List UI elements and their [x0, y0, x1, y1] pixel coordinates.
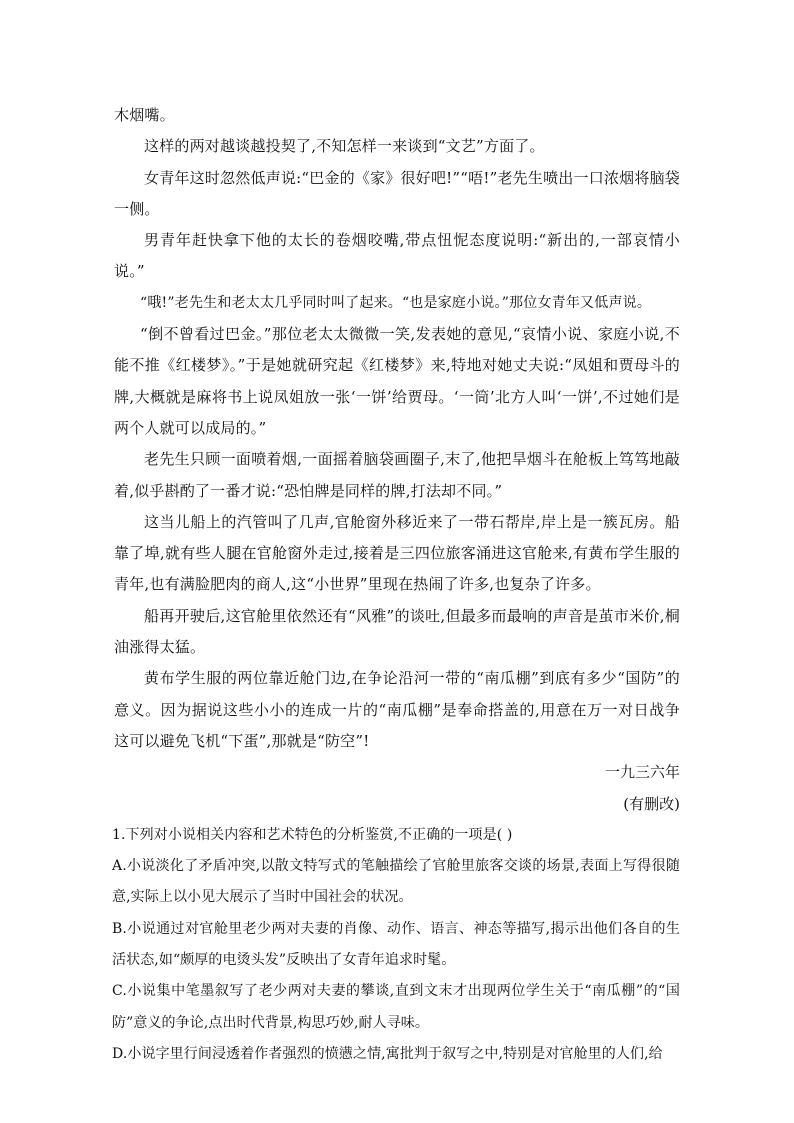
document-page [114, 100, 680, 1070]
option-d: D.小说字里行间浸透着作者强烈的愤懑之情,寓批判于叙写之中,特别是对官舱里的人们,给 [112, 1045, 663, 1062]
paragraph: 这样的两对越谈越投契了,不知怎样一来谈到“文艺”方面了。 [144, 137, 545, 156]
paragraph: 女青年这时忽然低声说:“巴金的《家》很好吧!”“唔!”老先生喷出一口浓烟将脑袋一侧。 [114, 168, 680, 218]
paragraph: 黄布学生服的两位靠近舱门边,在争论沿河一带的“南瓜棚”到底有多少“国防”的意义。因为据说这些小小的连成一片的“南瓜棚”是奉命搭盖的,用意在万一对日战争这可以避免飞机“下蛋”,那就是“防空”! [114, 669, 680, 750]
option-b: B.小说通过对官舱里老少两对夫妻的肖像、动作、语言、神态等描写,揭示出他们各自的生活状态,如“颇厚的电烫头发”反映出了女青年追求时髦。 [112, 920, 680, 969]
paragraph: 老先生只顾一面喷着烟,一面摇着脑袋画圈子,末了,他把旱烟斗在舱板上笃笃地敲着,似乎斟酌了一番才说:“恐怕牌是同样的牌,打法却不同。” [114, 450, 680, 500]
question-stem: 1.下列对小说相关内容和艺术特色的分析鉴赏,不正确的一项是( ) [112, 826, 513, 843]
paragraph: 船再开驶后,这官舱里依然还有“风雅”的谈吐,但最多而最响的声音是茧市米价,桐油涨得太猛。 [114, 606, 680, 657]
date-line: 一九三六年 [604, 763, 680, 782]
option-c: C.小说集中笔墨叙写了老少两对夫妻的攀谈,直到文末才出现两位学生关于“南瓜棚”的“国防”意义的争论,点出时代背景,构思巧妙,耐人寻味。 [112, 983, 680, 1031]
paragraph: “倒不曾看过巴金。”那位老太太微微一笑,发表她的意见,“哀情小说、家庭小说,不能不推《红楼梦》。”于是她就研究起《红楼梦》来,特地对她丈夫说:“凤姐和贾母斗的牌,大概就是麻将书上说凤姐放一张‘一饼’给贾母。‘一筒’北方人叫‘一饼’,不过她们是两个人就可以成局的。” [114, 325, 680, 437]
paragraph: 男青年赶快拿下他的太长的卷烟咬嘴,带点忸怩态度说明:“新出的,一部哀情小说。” [114, 231, 680, 281]
source-note: (有删改) [623, 794, 680, 813]
paragraph: 这当儿船上的汽管叫了几声,官舱窗外移近来了一带石帮岸,岸上是一簇瓦房。船靠了埠,就有些人腿在官舱窗外走过,接着是三四位旅客涌进这官舱来,有黄布学生服的青年,也有满脸肥肉的商人,这“小世界”里现在热闹了许多,也复杂了许多。 [114, 512, 680, 594]
paragraph: “哦!”老先生和老太太几乎同时叫了起来。“也是家庭小说。”那位女青年又低声说。 [140, 294, 652, 311]
paragraph: 木烟嘴。 [114, 106, 175, 124]
option-a: A.小说淡化了矛盾冲突,以散文特写式的笔触描绘了官舱里旅客交谈的场景,表面上写得很随意,实际上以小见大展示了当时中国社会的状况。 [112, 858, 680, 906]
